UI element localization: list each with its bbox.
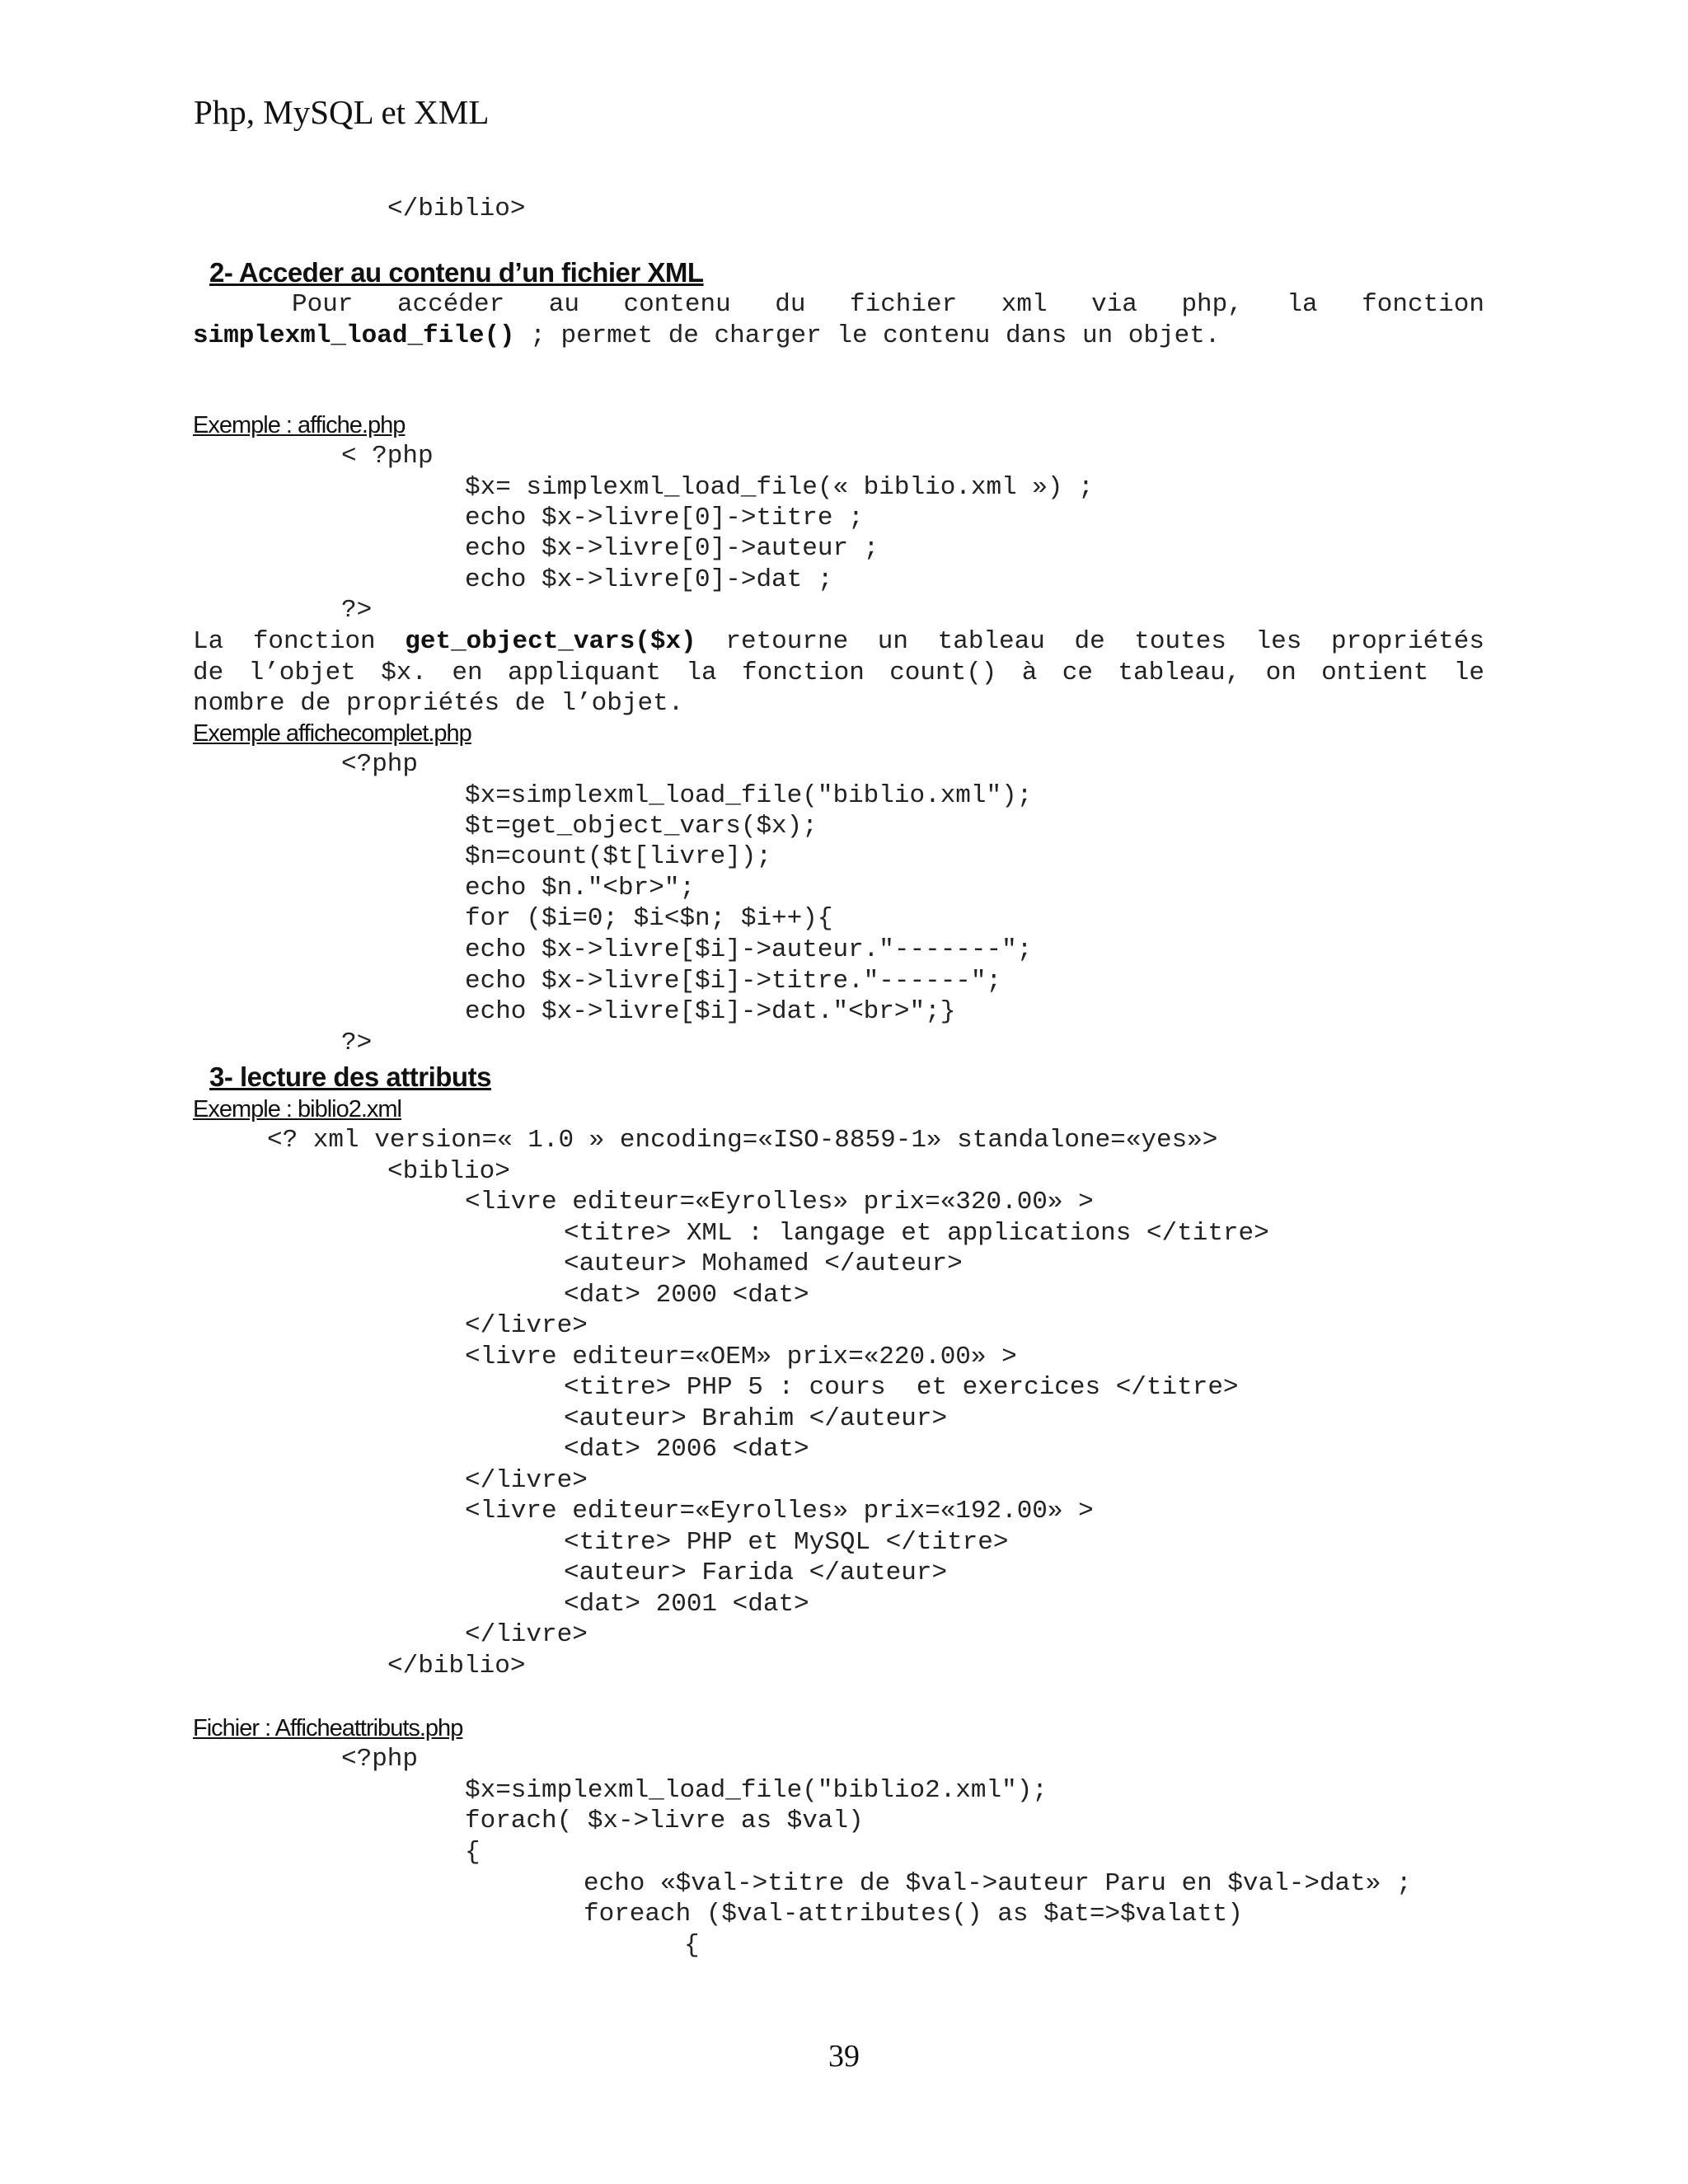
code-line: $x= simplexml_load_file(« biblio.xml ») ; (465, 473, 1094, 502)
example-label: Fichier : Afficheattributs.php (193, 1715, 463, 1741)
code-line: echo $x->livre[0]->titre ; (465, 504, 864, 532)
code-line: <livre editeur=«Eyrolles» prix=«320.00» > (465, 1188, 1094, 1216)
code-line: echo $x->livre[0]->dat ; (465, 565, 833, 594)
page-header: Php, MySQL et XML (194, 93, 490, 131)
code-line: <dat> 2000 <dat> (564, 1281, 809, 1310)
code-line: { (465, 1838, 481, 1867)
section-heading-3: 3- lecture des attributs (209, 1062, 491, 1092)
code-line: <biblio> (387, 1157, 510, 1186)
code-line: foreach ($val-attributes() as $at=>$valatt) (584, 1900, 1243, 1929)
body-text (193, 629, 1484, 654)
code-line: echo $x->livre[$i]->auteur."-------"; (465, 935, 1033, 964)
code-line: <dat> 2001 <dat> (564, 1590, 809, 1619)
code-line: <livre editeur=«Eyrolles» prix=«192.00» > (465, 1497, 1094, 1526)
code-line: $n=count($t[livre]); (465, 842, 772, 871)
code-line: echo $x->livre[0]->auteur ; (465, 534, 879, 563)
code-line: forach( $x->livre as $val) (465, 1807, 864, 1835)
body-text-part: retourne un tableau de toutes les propriétés (725, 627, 1484, 656)
code-line: echo $x->livre[$i]->titre."------"; (465, 967, 1002, 996)
code-line: { (684, 1931, 700, 1960)
code-line: <titre> PHP 5 : cours et exercices </titre> (564, 1373, 1239, 1402)
body-text-part: La fonction (193, 627, 406, 656)
code-line: </biblio> (387, 194, 526, 223)
code-line: echo $n."<br>"; (465, 874, 696, 902)
code-line: </biblio> (387, 1652, 526, 1680)
code-line: < ?php (341, 442, 434, 471)
code-line: <?php (341, 750, 419, 779)
code-line: <auteur> Farida </auteur> (564, 1558, 948, 1587)
body-text: Pour accéder au contenu du fichier xml via php, la fonction (292, 290, 1484, 319)
code-line: </livre> (465, 1311, 588, 1340)
function-name: simplexml_load_file() (193, 321, 515, 350)
code-line: </livre> (465, 1620, 588, 1649)
code-line: ?> (341, 1029, 373, 1057)
example-label: Exemple affichecomplet.php (193, 720, 471, 747)
code-line: <livre editeur=«OEM» prix=«220.00» > (465, 1343, 1017, 1371)
code-line: <titre> PHP et MySQL </titre> (564, 1528, 1009, 1557)
example-label: Exemple : biblio2.xml (193, 1096, 401, 1122)
body-text: de l’objet $x. en appliquant la fonction count() à ce tableau, on ontient le (193, 658, 1484, 687)
code-line: <?php (341, 1745, 419, 1774)
body-text-rest: ; permet de charger le contenu dans un objet. (514, 321, 1221, 350)
body-text (193, 323, 1220, 349)
code-line: <? xml version=« 1.0 » encoding=«ISO-8859-1» standalone=«yes»> (267, 1126, 1218, 1155)
code-line: $x=simplexml_load_file("biblio.xml"); (465, 781, 1033, 810)
code-line: $t=get_object_vars($x); (465, 812, 818, 841)
code-line: <auteur> Brahim </auteur> (564, 1404, 948, 1433)
code-line: ?> (341, 596, 373, 625)
body-text: nombre de propriétés de l’objet. (193, 689, 684, 718)
code-line: </livre> (465, 1466, 588, 1495)
example-label: Exemple : affiche.php (193, 412, 406, 438)
page-number: 39 (828, 2039, 860, 2074)
code-line: echo «$val->titre de $val->auteur Paru en $val->dat» ; (584, 1869, 1412, 1898)
section-heading-2: 2- Acceder au contenu d’un fichier XML (209, 257, 704, 288)
code-line: $x=simplexml_load_file("biblio2.xml"); (465, 1776, 1048, 1805)
code-line: for ($i=0; $i<$n; $i++){ (465, 904, 833, 933)
function-name: get_object_vars($x) (405, 627, 696, 656)
code-line: <auteur> Mohamed </auteur> (564, 1249, 963, 1278)
code-line: echo $x->livre[$i]->dat."<br>";} (465, 997, 956, 1026)
code-line: <titre> XML : langage et applications </titre> (564, 1219, 1269, 1248)
code-line: <dat> 2006 <dat> (564, 1435, 809, 1464)
